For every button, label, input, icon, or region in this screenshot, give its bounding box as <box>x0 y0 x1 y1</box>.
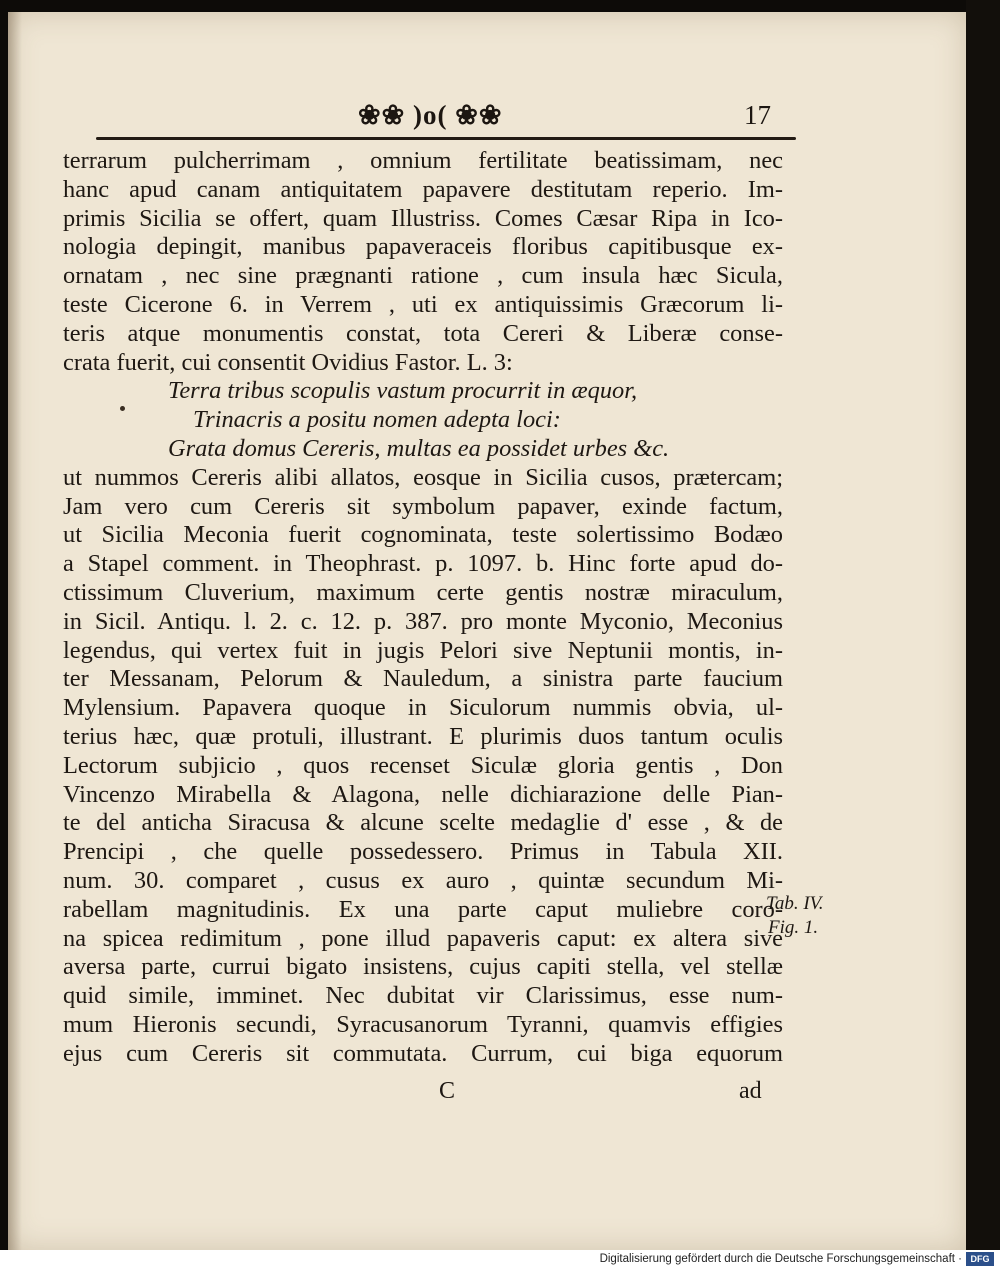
text-line: ut nummos Cereris alibi allatos, eosque in Sicilia cusos, prætercam; <box>63 463 783 491</box>
dfg-logo-icon: DFG <box>966 1252 994 1266</box>
text-line: num. 30. comparet , cusus ex auro , quintæ secundum Mi- <box>63 866 783 894</box>
text-line: hanc apud canam antiquitatem papavere destitutam reperio. Im- <box>63 175 783 203</box>
verse-line: Terra tribus scopulis vastum procurrit in æquor, <box>168 377 638 405</box>
scan-border-right <box>966 0 1000 1250</box>
text-line: ter Messanam, Pelorum & Nauledum, a sinistra parte faucium <box>63 665 783 693</box>
text-line: na spicea redimitum , pone illud papaveris caput: ex altera sive <box>63 924 783 952</box>
text-line: teste Cicerone 6. in Verrem , uti ex antiquissimis Græcorum li- <box>63 290 783 318</box>
text-line: mum Hieronis secundi, Syracusanorum Tyranni, quamvis effigies <box>63 1010 783 1038</box>
text-line: Prencipi , che quelle possedessero. Primus in Tabula XII. <box>63 838 783 866</box>
margin-note-figure: Fig. 1. <box>768 917 819 938</box>
credit-bar <box>0 1250 1000 1268</box>
body-text <box>63 147 783 1069</box>
verse-line: Trinacris a positu nomen adepta loci: <box>193 406 561 434</box>
text-line: ut Sicilia Meconia fuerit cognominata, teste solertissimo Bodæo <box>63 521 783 549</box>
verse-line: Grata domus Cereris, multas ea possidet urbes &c. <box>168 434 670 462</box>
header-rule <box>96 137 796 140</box>
margin-note-table: Tab. IV. <box>766 893 824 914</box>
page-gutter-shadow <box>8 12 22 1250</box>
text-line: legendus, qui vertex fuit in jugis Pelori sive Neptunii montis, in- <box>63 636 783 664</box>
text-line: terrarum pulcherrimam , omnium fertilitate beatissimam, nec <box>63 147 783 174</box>
page-number: 17 <box>744 100 771 130</box>
page-footer <box>63 1078 773 1108</box>
text-line: rabellam magnitudinis. Ex una parte caput muliebre coro- <box>63 895 783 923</box>
text-line: te del anticha Siracusa & alcune scelte medaglie d' esse , & de <box>63 809 783 837</box>
text-line: nologia depingit, manibus papaveraceis floribus capitibusque ex- <box>63 233 783 261</box>
text-line: ejus cum Cereris sit commutata. Currum, cui biga equorum <box>63 1039 783 1067</box>
text-line: teris atque monumentis constat, tota Cereri & Liberæ conse- <box>63 319 783 347</box>
text-line: ornatam , nec sine prægnanti ratione , cum insula hæc Sicula, <box>63 262 783 290</box>
text-line: Vincenzo Mirabella & Alagona, nelle dichiarazione delle Pian- <box>63 780 783 808</box>
text-line: aversa parte, currui bigato insistens, cujus capiti stella, vel stellæ <box>63 953 783 981</box>
text-line: Mylensium. Papavera quoque in Siculorum nummis obvia, ul- <box>63 694 783 722</box>
text-line: primis Sicilia se offert, quam Illustriss. Comes Cæsar Ripa in Ico- <box>63 204 783 232</box>
text-line: Jam vero cum Cereris sit symbolum papaver, exinde factum, <box>63 492 783 520</box>
signature-mark: C <box>439 1078 456 1104</box>
text-line: in Sicil. Antiqu. l. 2. c. 12. p. 387. pro monte Myconio, Meconius <box>63 607 783 635</box>
text-line: crata fuerit, cui consentit Ovidius Fastor. L. 3: <box>63 348 513 376</box>
text-line: Lectorum subjicio , quos recenset Siculæ gloria gentis , Don <box>63 751 783 779</box>
catchword: ad <box>739 1078 762 1104</box>
text-line: a Stapel comment. in Theophrast. p. 1097. b. Hinc forte apud do- <box>63 550 783 578</box>
margin-note <box>766 892 824 940</box>
text-line: terius hæc, quæ protuli, illustrant. E plurimis duos tantum oculis <box>63 722 783 750</box>
page-header <box>8 90 966 130</box>
text-line: ctissimum Cluverium, maximum certe gentis nostræ miraculum, <box>63 578 783 606</box>
header-ornament: ❀❀ )o( ❀❀ <box>358 100 503 130</box>
text-line: quid simile, imminet. Nec dubitat vir Clarissimus, esse num- <box>63 982 783 1010</box>
book-page <box>8 12 966 1250</box>
credit-text: Digitalisierung gefördert durch die Deutsche Forschungsgemeinschaft · <box>599 1253 962 1265</box>
